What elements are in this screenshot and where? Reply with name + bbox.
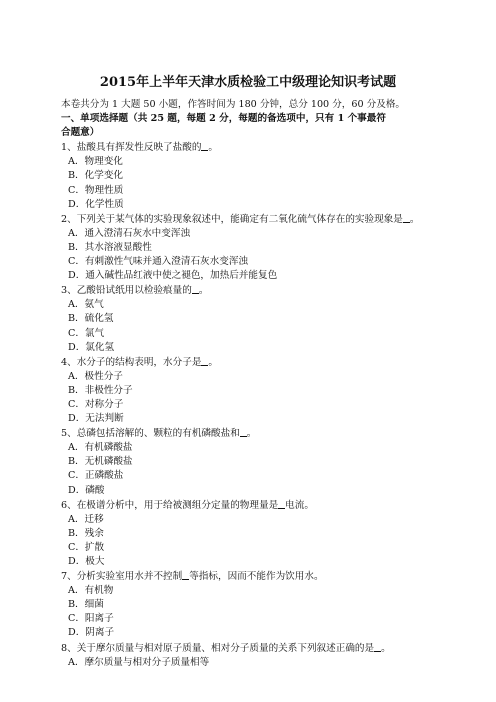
question-2-option-b: B．其水溶液显酸性 <box>68 241 152 253</box>
question-1-stem: 1、盐酸具有挥发性反映了盐酸的 。 <box>61 142 219 154</box>
answer-blank <box>240 426 247 437</box>
question-6-stem: 6、在极谱分析中，用于给被测组分定量的物理量是 电流。 <box>61 499 314 511</box>
question-6-option-c: C．扩散 <box>68 541 105 553</box>
document-body <box>61 98 441 670</box>
question-1-option-a: A．物理变化 <box>68 156 123 168</box>
question-3-option-d: D．氯化氢 <box>68 341 115 353</box>
question-1-option-c: C．物理性质 <box>68 184 124 196</box>
question-4-option-a: A．极性分子 <box>68 370 123 382</box>
section-heading: 一、单项选择题（共 25 题，每题 2 分，每题的备选项中，只有 1 个事最符 <box>61 113 386 125</box>
question-5-option-a: A．有机磷酸盐 <box>68 442 133 454</box>
question-3-option-b: B．硫化氢 <box>68 313 114 325</box>
question-5-option-b: B．无机磷酸盐 <box>68 456 133 468</box>
question-2-stem: 2、下列关于某气体的实验现象叙述中，能确定有二氧化硫气体存在的实验现象是 。 <box>61 213 420 225</box>
question-2-option-c: C．有刺激性气味并通入澄清石灰水变浑浊 <box>68 256 249 268</box>
question-5-option-c: C．正磷酸盐 <box>68 470 124 482</box>
question-4-stem: 4、水分子的结构表明，水分子是 。 <box>61 356 219 368</box>
question-7-option-b: B．细菌 <box>68 599 104 611</box>
question-7-stem: 7、分析实验室用水并不控制 等指标，因而不能作为饮用水。 <box>61 571 324 583</box>
question-6-option-b: B．残余 <box>68 527 104 539</box>
question-3-stem: 3、乙酸铅试纸用以检验痕量的 。 <box>61 285 209 297</box>
answer-blank <box>192 283 199 294</box>
question-1-option-d: D．化学性质 <box>68 198 124 210</box>
question-2-option-d: D．通入碱性品红液中使之褪色，加热后并能复色 <box>68 270 278 282</box>
question-3-option-c: C．氯气 <box>68 327 105 339</box>
question-6-option-a: A．迁移 <box>68 513 104 525</box>
question-7-option-d: D．阴离子 <box>68 627 115 639</box>
question-3-option-a: A．氨气 <box>68 299 104 311</box>
question-4-option-c: C．对称分子 <box>68 398 124 410</box>
question-5-option-d: D．磷酸 <box>68 484 105 496</box>
exam-intro: 本卷共分为 1 大题 50 小题，作答时间为 180 分钟，总分 100 分，60 分及格。 <box>61 99 406 110</box>
question-4-option-d: D．无法判断 <box>68 413 124 425</box>
question-7-option-a: A．有机物 <box>68 585 114 597</box>
question-8-option-a: A．摩尔质量与相对分子质量相等 <box>68 656 210 668</box>
answer-blank <box>403 212 410 223</box>
question-2-option-a: A．通入澄清石灰水中变浑浊 <box>68 227 191 239</box>
document-title: 2015年上半年天津水质检验工中级理论知识考试题 <box>99 75 397 90</box>
question-5-stem: 5、总磷包括溶解的、颗粒的有机磷酸盐和 。 <box>61 428 257 440</box>
question-6-option-d: D．极大 <box>68 556 105 567</box>
section-heading-cont: 合题意） <box>61 127 100 139</box>
question-8-stem: 8、关于摩尔质量与相对原子质量、相对分子质量的关系下列叙述正确的是 。 <box>61 642 391 654</box>
question-1-option-b: B．化学变化 <box>68 170 124 182</box>
question-4-option-b: B．非极性分子 <box>68 384 133 396</box>
question-7-option-c: C．阳离子 <box>68 613 114 625</box>
